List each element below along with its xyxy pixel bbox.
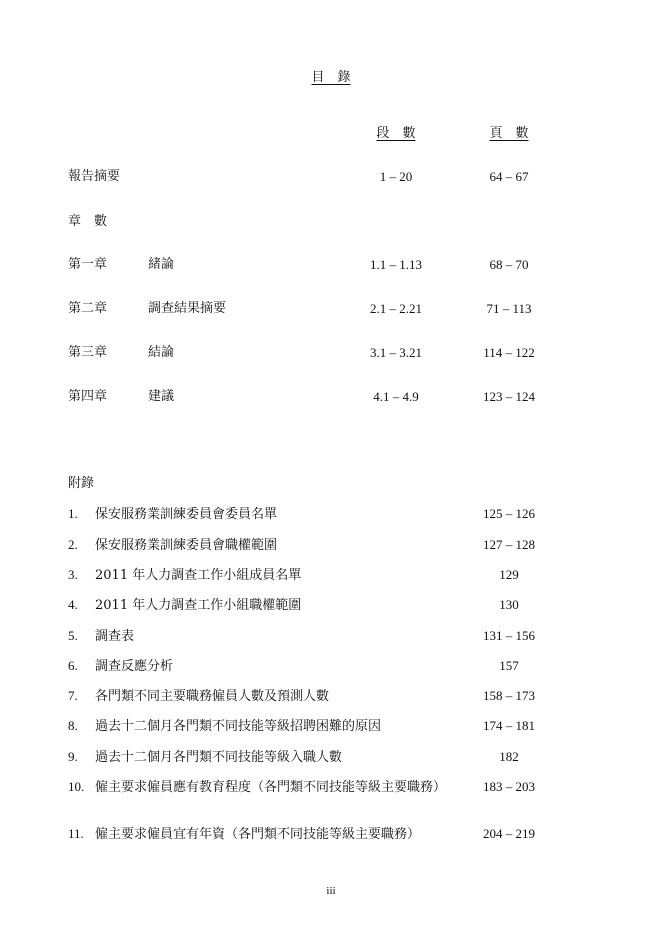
chapter-page: 71 – 113 [486, 301, 532, 316]
appendix-row [0, 597, 662, 617]
appendix-heading: 附錄 [68, 476, 95, 491]
appendix-page: 174 – 181 [483, 718, 535, 733]
appendix-index: 10. [68, 779, 85, 794]
appendix-row [0, 628, 662, 648]
chapter-title: 結論 [148, 345, 175, 360]
appendix-index: 8. [68, 718, 78, 733]
appendix-row [0, 718, 662, 738]
appendix-title: 2011 年人力調查工作小組成員名單 [95, 568, 302, 583]
appendix-row [0, 749, 662, 769]
chapter-para: 2.1 – 2.21 [370, 301, 422, 316]
appendix-title: 過去十二個月各門類不同技能等級招聘困難的原因 [95, 719, 382, 734]
chapter-number: 第二章 [68, 301, 108, 316]
chapter-title: 建議 [148, 389, 175, 404]
chapter-page: 123 – 124 [483, 389, 535, 404]
appendix-title: 僱主要求僱員應有教育程度（各門類不同技能等級主要職務） [95, 780, 447, 795]
appendix-index: 2. [68, 537, 78, 552]
appendix-page: 125 – 126 [483, 506, 535, 521]
appendix-page: 157 [499, 658, 519, 673]
appendix-index: 1. [68, 506, 78, 521]
appendix-title: 調查反應分析 [95, 659, 174, 674]
appendix-index: 4. [68, 597, 78, 612]
appendix-index: 9. [68, 749, 78, 764]
chapter-number: 第三章 [68, 345, 108, 360]
appendix-title: 調查表 [95, 629, 135, 644]
summary-para: 1 – 20 [379, 169, 413, 184]
summary-page: 64 – 67 [489, 169, 529, 184]
appendix-page: 183 – 203 [483, 779, 535, 794]
appendix-row [0, 826, 662, 846]
appendix-page: 130 [499, 597, 519, 612]
appendix-row [0, 567, 662, 587]
appendix-page: 127 – 128 [483, 537, 535, 552]
page-title: 目 錄 [311, 70, 351, 85]
appendix-index: 6. [68, 658, 78, 673]
chapter-para: 3.1 – 3.21 [370, 345, 422, 360]
chapter-title: 緒論 [148, 257, 175, 272]
appendix-page: 129 [499, 567, 519, 582]
appendix-page: 182 [499, 749, 519, 764]
appendix-index: 3. [68, 567, 78, 582]
chapter-number: 第一章 [68, 257, 108, 272]
page-number: iii [326, 885, 336, 897]
appendix-page: 131 – 156 [483, 628, 535, 643]
appendix-page: 204 – 219 [483, 826, 535, 841]
appendix-title: 過去十二個月各門類不同技能等級入職人數 [95, 750, 343, 765]
appendix-row [0, 688, 662, 708]
appendix-index: 11. [68, 826, 84, 841]
page-column-header: 頁 數 [489, 126, 529, 141]
appendix-index: 7. [68, 688, 78, 703]
appendix-title: 僱主要求僱員宜有年資（各門類不同技能等級主要職務） [95, 827, 421, 842]
chapter-para: 1.1 – 1.13 [370, 257, 422, 272]
appendix-row [0, 779, 662, 819]
appendix-title: 保安服務業訓練委員會職權範圍 [95, 538, 278, 553]
appendix-row [0, 506, 662, 526]
paragraph-column-header: 段 數 [376, 126, 416, 141]
appendix-title: 各門類不同主要職務僱員人數及預測人數 [95, 689, 330, 704]
chapter-number: 第四章 [68, 389, 108, 404]
chapters-heading: 章 數 [68, 214, 108, 229]
chapter-page: 68 – 70 [489, 257, 529, 272]
appendix-title: 2011 年人力調查工作小組職權範圍 [95, 598, 302, 613]
chapter-page: 114 – 122 [483, 345, 535, 360]
chapter-para: 4.1 – 4.9 [373, 389, 419, 404]
appendix-index: 5. [68, 628, 78, 643]
appendix-page: 158 – 173 [483, 688, 535, 703]
appendix-title: 保安服務業訓練委員會委員名單 [95, 507, 278, 522]
appendix-row [0, 658, 662, 678]
chapter-title: 調查結果摘要 [148, 301, 227, 316]
summary-label: 報告摘要 [68, 169, 121, 184]
appendix-row [0, 537, 662, 557]
